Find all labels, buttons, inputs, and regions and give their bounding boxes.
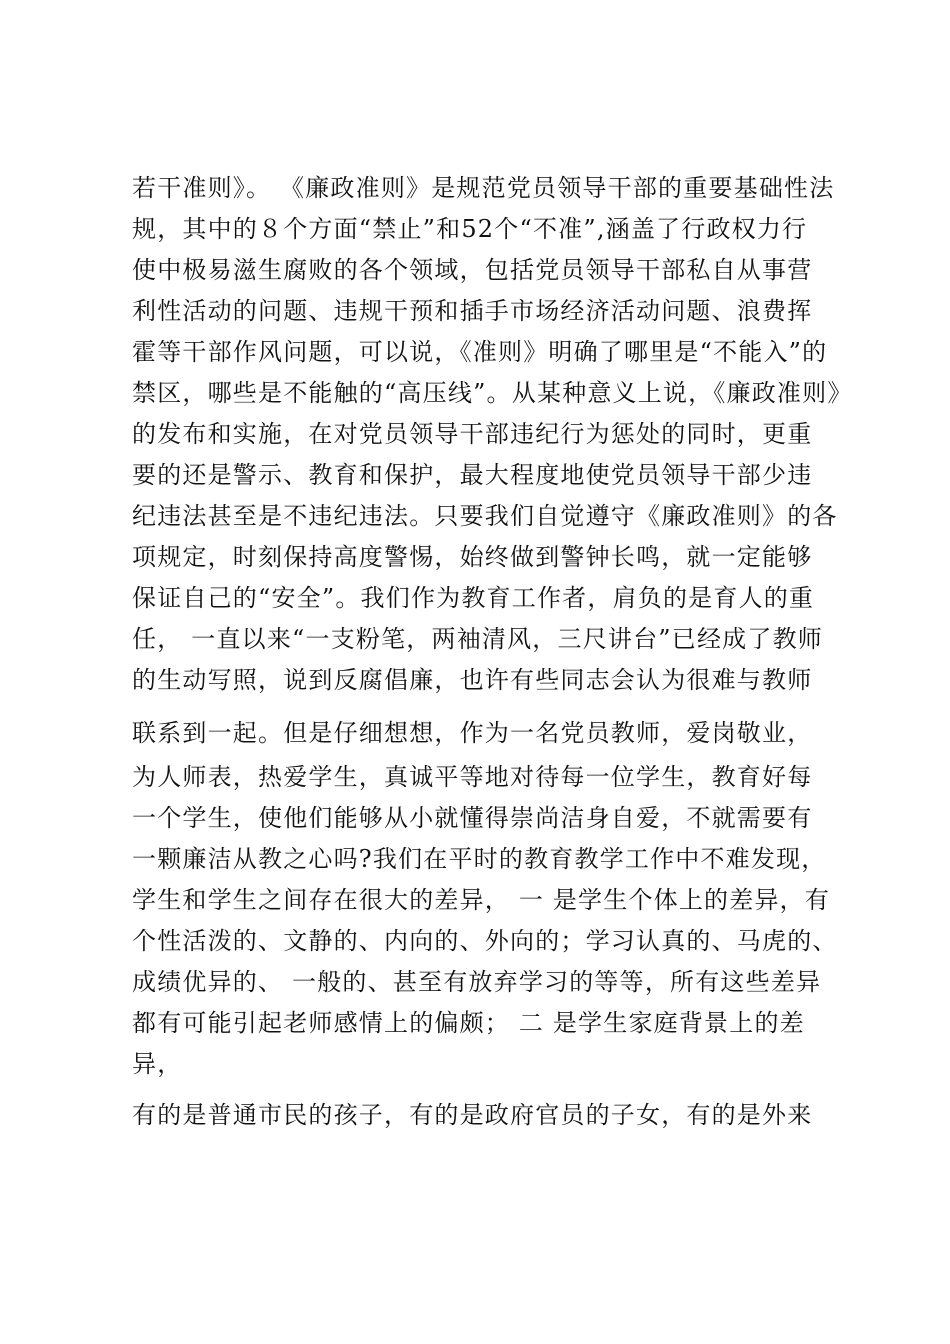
text-line: 一颗廉洁从教之心吗?我们在平时的教育教学工作中不难发现，	[132, 845, 827, 873]
text-line: 利性活动的问题、违规干预和插手市场经济活动问题、浪费挥	[132, 297, 813, 325]
text-line: 联系到一起。但是仔细想想，作为一名党员教师，爱岗敬业，	[132, 719, 813, 747]
text-line: 禁区，哪些是不能触的“高压线”。从某种意义上说，《廉政准则》	[132, 379, 853, 407]
text-line: 霍等干部作风问题，可以说，《准则》明确了哪里是“不能入”的	[132, 338, 828, 366]
text-line: 异，	[132, 1050, 183, 1078]
text-line: 若干准则》。 《廉政准则》是规范党员领导干部的重要基础性法	[132, 174, 835, 202]
text-line: 的发布和实施，在对党员领导干部违纪行为惩处的同时，更重	[132, 420, 813, 448]
text-line: 任， 一直以来“一支粉笔，两袖清风，三尺讲台”已经成了教师	[132, 625, 823, 653]
text-line: 有的是普通市民的孩子，有的是政府官员的子女，有的是外来	[132, 1101, 813, 1129]
text-line: 保证自己的“安全”。我们作为教育工作者，肩负的是育人的重	[132, 584, 815, 612]
text-line: 项规定，时刻保持高度警惕，始终做到警钟长鸣，就一定能够	[132, 543, 813, 571]
text-line: 使中极易滋生腐败的各个领域，包括党员领导干部私自从事营	[132, 256, 813, 284]
text-line: 的生动写照，说到反腐倡廉，也许有些同志会认为很难与教师	[132, 666, 813, 694]
text-line: 要的还是警示、教育和保护，最大程度地使党员领导干部少违	[132, 461, 813, 489]
text-line: 一个学生，使他们能够从小就懂得崇尚洁身自爱，不就需要有	[132, 804, 813, 832]
text-line: 为人师表，热爱学生，真诚平等地对待每一位学生，教育好每	[132, 763, 813, 791]
text-line: 成绩优异的、 一般的、甚至有放弃学习的等等，所有这些差异	[132, 968, 822, 996]
text-line: 个性活泼的、文静的、内向的、外向的；学习认真的、马虎的、	[132, 927, 838, 955]
text-line: 纪违法甚至是不违纪违法。只要我们自觉遵守《廉政准则》的各	[132, 502, 838, 530]
text-line: 规，其中的８个方面“禁止”和52个“不准”,涵盖了行政权力行	[132, 215, 808, 243]
text-line: 都有可能引起老师感情上的偏颇； 二 是学生家庭背景上的差	[132, 1009, 805, 1037]
text-line: 学生和学生之间存在很大的差异， 一 是学生个体上的差异，有	[132, 886, 831, 914]
